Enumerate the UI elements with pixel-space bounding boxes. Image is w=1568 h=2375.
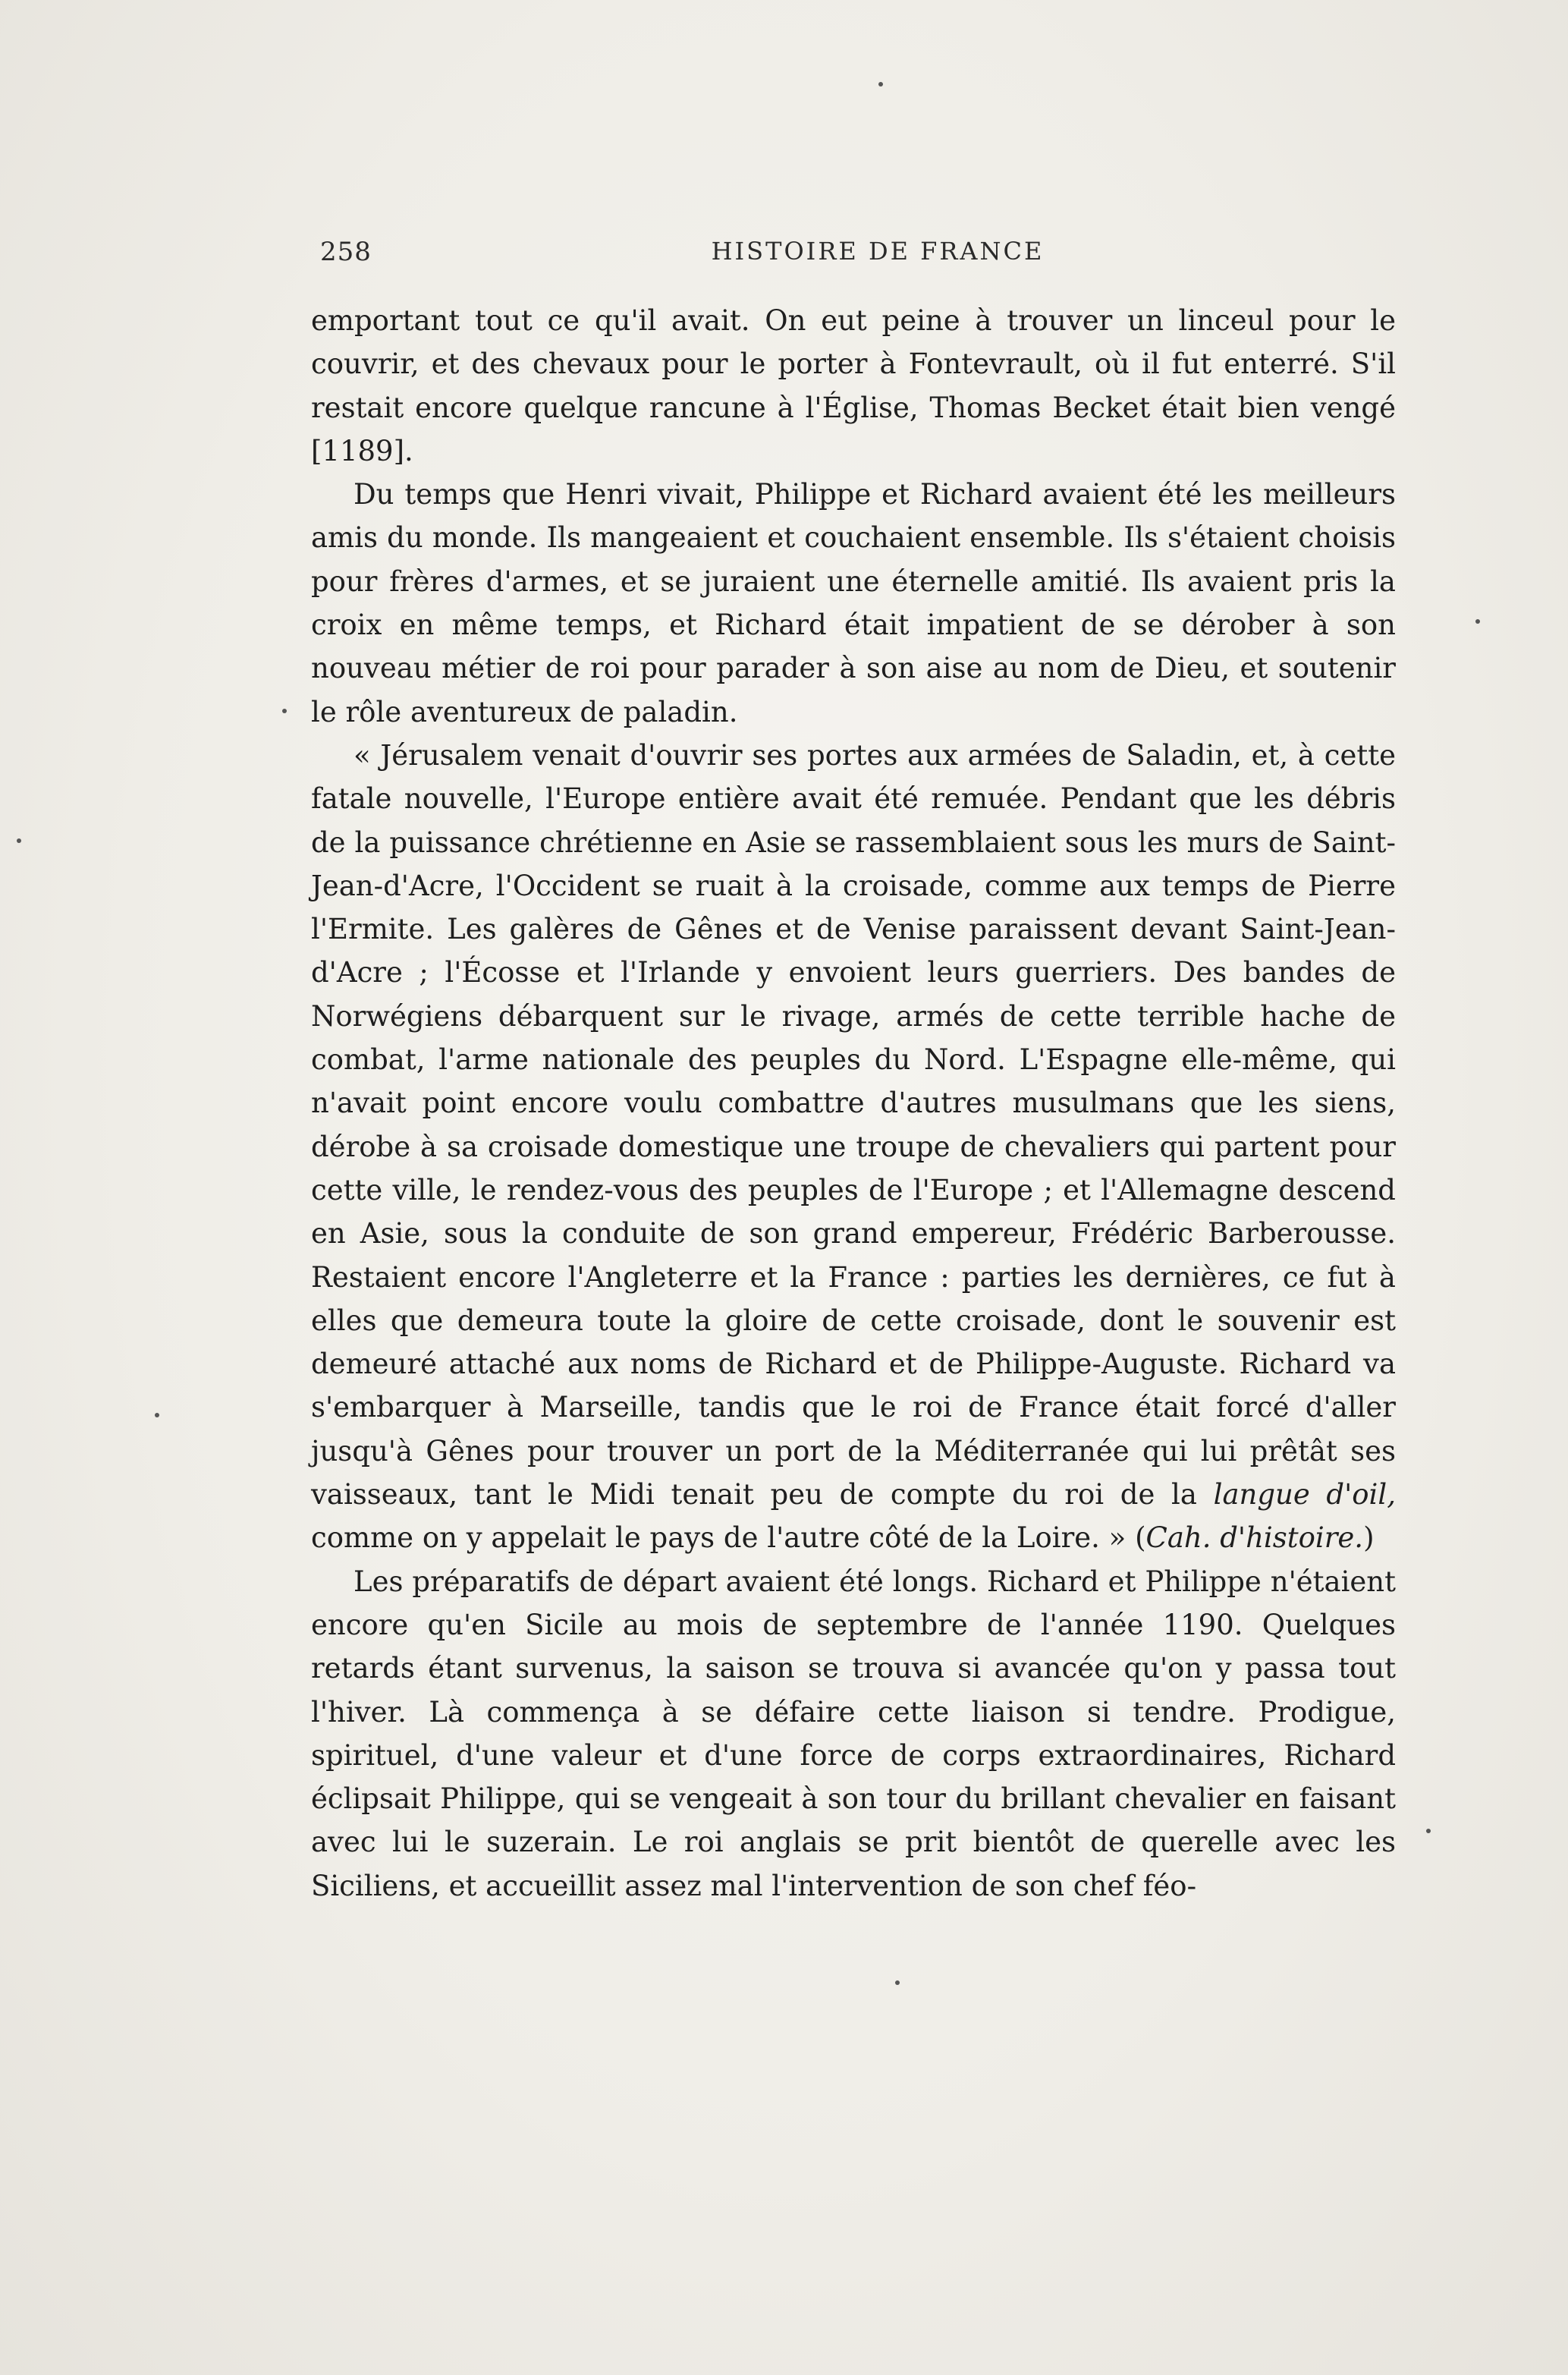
paper-speck [895, 1980, 900, 1985]
paper-speck [1426, 1829, 1431, 1833]
paragraph-1: emportant tout ce qu'il avait. On eut peine à trouver un linceul pour le couvrir, et des chevaux pour le porter à Fontevrault, où il fut enterré. S'il restait encore quelque rancune à l'Église, Thomas Becket était bien vengé [1189]. [311, 304, 1396, 467]
paper-speck [155, 1413, 159, 1417]
quotation-text-end: comme on y appelait le pays de l'autre côté de la Loire. » ( [311, 1521, 1146, 1555]
italic-term: langue d'oil, [1213, 1478, 1396, 1512]
body-text [311, 299, 1396, 1908]
paragraph-4: Les préparatifs de départ avaient été longs. Richard et Philippe n'étaient encore qu'en Sicile au mois de septembre de l'année 1190. Quelques retards étant survenus, la saison se trouva si avancée qu'on y passa tout l'hiver. Là commença à se défaire cette liaison si tendre. Prodigue, spirituel, d'une valeur et d'une force de corps extraordinaires, Richard éclipsait Philippe, qui se vengeait à son tour du brillant chevalier en faisant avec lui le suzerain. Le roi anglais se prit bientôt de querelle avec les Siciliens, et accueillit assez mal l'intervention de son chef féo- [311, 1565, 1396, 1902]
quotation-text: « Jérusalem venait d'ouvrir ses portes aux armées de Saladin, et, à cette fatale nouvelle, l'Europe entière avait été remuée. Pendant que les débris de la puissance chrétienne en Asie se rassemblaient sous les murs de Saint-Jean-d'Acre, l'Occident se ruait à la croisade, comme aux temps de Pierre l'Ermite. Les galères de Gênes et de Venise paraissent devant Saint-Jean-d'Acre ; l'Écosse et l'Irlande y envoient leurs guerriers. Des bandes de Norwégiens débarquent sur le rivage, armés de cette terrible hache de combat, l'arme nationale des peuples du Nord. L'Espagne elle-même, qui n'avait point encore voulu combattre d'autres musulmans que les siens, dérobe à sa croisade domestique une troupe de chevaliers qui partent pour cette ville, le rendez-vous des peuples de l'Europe ; et l'Allemagne descend en Asie, sous la conduite de son grand empereur, Frédéric Barberousse. Restaient encore l'Angleterre et la France : parties les dernières, ce fut à elles que demeura toute la gloire de cette croisade, dont le souvenir est demeuré attaché aux noms de Richard et de Philippe-Auguste. Richard va s'embarquer à Marseille, tandis que le roi de France était forcé d'aller jusqu'à Gênes pour trouver un port de la Méditerranée qui lui prêtât ses vaisseaux, tant le Midi tenait peu de compte du roi de la [311, 738, 1396, 1512]
paper-speck [878, 82, 883, 87]
running-head [313, 237, 1397, 275]
running-title: HISTOIRE DE FRANCE [711, 237, 1045, 266]
paper-speck [282, 709, 287, 713]
citation-source: Cah. d'histoire. [1145, 1521, 1364, 1555]
citation-close: ) [1363, 1521, 1375, 1555]
page-number: 258 [320, 237, 372, 267]
paragraph-3-quotation [311, 734, 1396, 1560]
paper-speck [1475, 619, 1480, 624]
paper-speck [17, 838, 21, 843]
paragraph-2: Du temps que Henri vivait, Philippe et Richard avaient été les meilleurs amis du monde. Ils mangeaient et couchaient ensemble. Ils s'étaient choisis pour frères d'armes, et se juraient une éternelle amitié. Ils avaient pris la croix en même temps, et Richard était impatient de se dérober à son nouveau métier de roi pour parader à son aise au nom de Dieu, et soutenir le rôle aventureux de paladin. [311, 478, 1396, 728]
